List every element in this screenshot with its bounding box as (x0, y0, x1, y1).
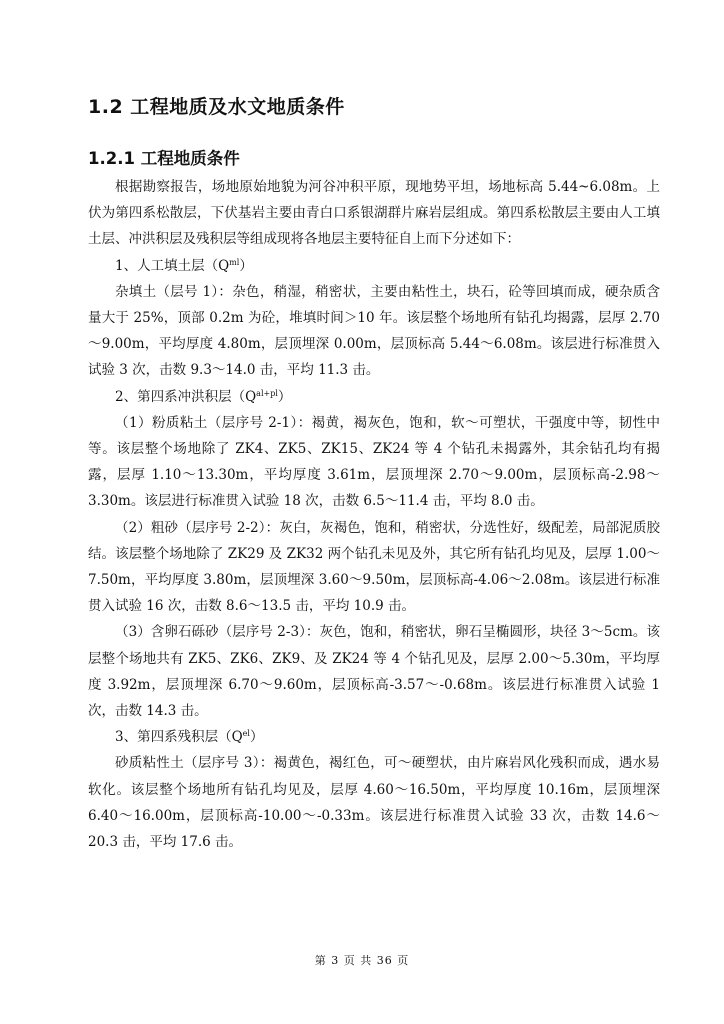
layer1-description: 杂填土（层号 1）：杂色，稍湿，稍密状，主要由粘性土，块石，砼等回填而成，硬杂质含量大于 25%，顶部 0.2m 为砼，堆填时间＞10 年。该层整个场地所有钻孔均揭露，层厚 2.70～9.00m，平均厚度 4.80m，层顶埋深 0.00m，层顶标高 5.44～6.08m。该层进行标准贯入试验 3 次，击数 9.3～14.0 击，平均 11.3 击。 (88, 283, 660, 379)
layer1-title (88, 253, 660, 279)
layer3-title-close: ） (249, 729, 264, 746)
layer3-title-sup: el (242, 729, 250, 739)
intro-paragraph: 根据勘察报告，场地原始地貌为河谷冲积平原，现地势平坦，场地标高 5.44~6.08m。上伏为第四系松散层，下伏基岩主要由青白口系银湖群片麻岩层组成。第四系松散层主要由人工填土层、冲洪积层及残积层等组成现将各地层主要特征自上而下分述如下： (88, 179, 660, 248)
layer2-1-description: （1）粉质粘土（层序号 2-1）：褐黄，褐灰色，饱和，软～可塑状，干强度中等，韧性中等。该层整个场地除了 ZK4、ZK5、ZK15、ZK24 等 4 个钻孔未揭露外，其余钻孔均有揭露，层厚 1.10～13.30m，平均厚度 3.61m，层顶埋深 2.70～9.00m，层顶标高-2.98～3.30m。该层进行标准贯入试验 18 次，击数 6.5～11.4 击，平均 8.0 击。 (88, 414, 660, 510)
layer2-title-text: 2、第四系冲洪积层（Q (115, 388, 257, 405)
layer2-2-description: （2）粗砂（层序号 2-2）：灰白，灰褐色，饱和，稍密状，分选性好，级配差，局部泥质胶结。该层整个场地除了 ZK29 及 ZK32 两个钻孔未见及外，其它所有钻孔均见及，层厚 1.00～7.50m，平均厚度 3.80m，层顶埋深 3.60～9.50m，层顶标高-4.06～2.08m。该层进行标准贯入试验 16 次，击数 8.6～13.5 击，平均 10.9 击。 (88, 519, 660, 615)
page-footer: 第 3 页 共 36 页 (314, 954, 410, 967)
layer2-title-close: ） (277, 388, 292, 405)
section-heading: 1.2 工程地质及水文地质条件 (88, 96, 345, 118)
layer1-title-close: ） (239, 257, 253, 274)
layer1-title-sup: ml (229, 257, 240, 267)
subsection-heading: 1.2.1 工程地质条件 (88, 149, 240, 168)
layer3-description: 砂质粘性土（层序号 3）：褐黄色，褐红色，可～硬塑状，由片麻岩风化残积而成，遇水易软化。该层整个场地所有钻孔均见及，层厚 4.60～16.50m，平均厚度 10.16m，层顶埋深 6.40～16.00m，层顶标高-10.00～-0.33m。该层进行标准贯入试验 33 次，击数 14.6～20.3 击，平均 17.6 击。 (88, 755, 660, 851)
layer3-title-text: 3、第四系残积层（Q (115, 729, 243, 746)
layer1-title-text: 1、人工填土层（Q (115, 257, 230, 274)
layer2-title (88, 384, 660, 410)
layer3-title (88, 724, 660, 750)
layer2-3-description: （3）含卵石砾砂（层序号 2-3）：灰色，饱和，稍密状，卵石呈椭圆形，块径 3～5cm。该层整个场地共有 ZK5、ZK6、ZK9、及 ZK24 等 4 个钻孔见及，层厚 2.00～5.30m，平均厚度 3.92m，层顶埋深 6.70～9.60m，层顶标高-3.57～-0.68m。该层进行标准贯入试验 1 次，击数 14.3 击。 (88, 624, 660, 720)
layer2-title-sup: al+pl (256, 388, 278, 398)
body-text (88, 174, 660, 855)
